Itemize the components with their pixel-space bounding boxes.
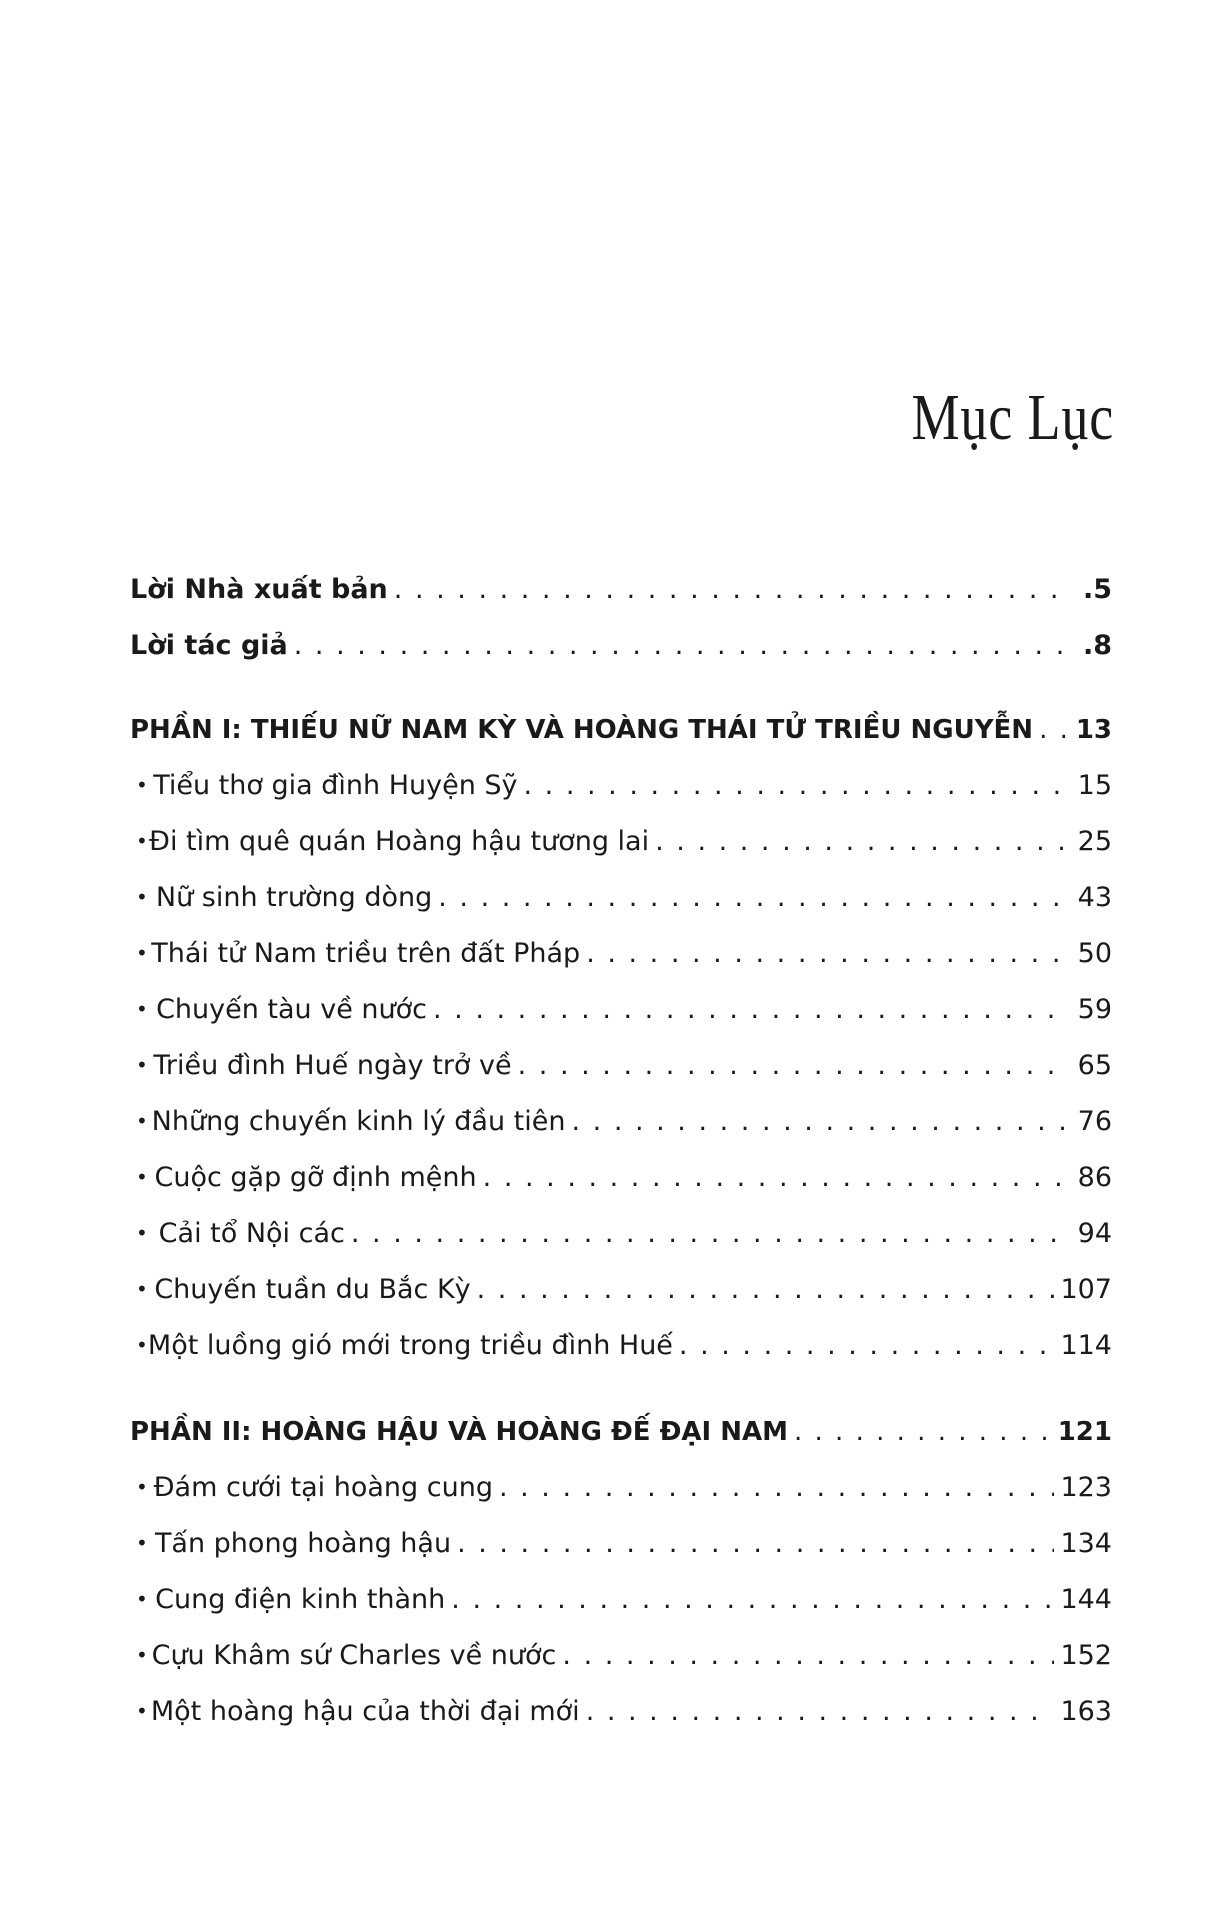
toc-chapter-page: 114 (1060, 1330, 1112, 1361)
leader-dots (438, 870, 1066, 926)
toc-chapter-label: Chuyến tuần du Bắc Kỳ (154, 1274, 471, 1305)
toc-chapter-label: Tiểu thơ gia đình Huyện Sỹ (153, 770, 518, 801)
bullet-icon: • (136, 829, 148, 853)
bullet-icon: • (136, 941, 148, 965)
leader-dots (655, 814, 1066, 870)
toc-chapter-page: 65 (1077, 1050, 1112, 1081)
toc-chapter-page: 25 (1077, 826, 1112, 857)
toc-part-page: 13 (1075, 715, 1112, 745)
toc-chapter-page: 144 (1060, 1584, 1112, 1615)
toc-part-2[interactable] (130, 1404, 1112, 1460)
toc-entry-label: Lời Nhà xuất bản (130, 574, 388, 605)
bullet-icon: • (136, 1333, 148, 1357)
toc-chapter-label: Triều đình Huế ngày trở về (153, 1050, 512, 1081)
toc-chapter-label: Những chuyến kinh lý đầu tiên (151, 1106, 566, 1137)
bullet-icon: • (136, 1699, 148, 1723)
toc-chapter-label: Một hoàng hậu của thời đại mới (150, 1696, 580, 1727)
leader-dots (679, 1318, 1055, 1374)
toc-chapter-page: 107 (1060, 1274, 1112, 1305)
toc-chapter[interactable] (130, 1150, 1112, 1206)
toc-chapter-label: Đi tìm quê quán Hoàng hậu tương lai (149, 826, 650, 857)
toc-chapter-page: 15 (1077, 770, 1112, 801)
leader-dots (477, 1262, 1055, 1318)
bullet-icon: • (136, 1221, 148, 1245)
leader-dots (294, 618, 1066, 674)
bullet-icon: • (136, 997, 148, 1021)
toc-chapter-label: Cựu Khâm sứ Charles về nước (151, 1640, 557, 1671)
toc-entry-page: .8 (1082, 630, 1112, 661)
toc-chapter-page: 152 (1060, 1640, 1112, 1671)
toc-chapter-page: 59 (1077, 994, 1112, 1025)
toc-part-1[interactable] (130, 702, 1112, 758)
bullet-icon: • (136, 1475, 148, 1499)
toc-chapter-label: Đám cưới tại hoàng cung (153, 1472, 493, 1503)
leader-dots (394, 562, 1066, 618)
toc-chapter[interactable] (130, 1262, 1112, 1318)
toc-entry-publisher-note[interactable] (130, 562, 1112, 618)
bullet-icon: • (136, 1165, 148, 1189)
bullet-icon: • (136, 1587, 148, 1611)
leader-dots (586, 926, 1066, 982)
leader-dots (586, 1684, 1055, 1740)
toc-chapter-label: Cải tổ Nội các (158, 1218, 345, 1249)
toc-chapter[interactable] (130, 1094, 1112, 1150)
toc-chapter[interactable] (130, 870, 1112, 926)
toc-chapter-page: 123 (1060, 1472, 1112, 1503)
toc-chapter[interactable] (130, 1460, 1112, 1516)
bullet-icon: • (136, 1053, 148, 1077)
leader-dots (571, 1094, 1066, 1150)
toc-chapter-page: 163 (1060, 1696, 1112, 1727)
toc-part-label: PHẦN I: THIẾU NỮ NAM KỲ VÀ HOÀNG THÁI TỬ TRIỀU NGUYỄN (130, 715, 1034, 745)
toc-chapter[interactable] (130, 1628, 1112, 1684)
leader-dots (562, 1628, 1054, 1684)
bullet-icon: • (136, 1643, 148, 1667)
leader-dots (451, 1572, 1054, 1628)
toc-chapter[interactable] (130, 1318, 1112, 1374)
toc-chapter-label: Thái tử Nam triều trên đất Pháp (151, 938, 581, 969)
page-title: Mục Lục (911, 381, 1114, 454)
toc-chapter[interactable] (130, 926, 1112, 982)
leader-dots (518, 1038, 1066, 1094)
toc-chapter-page: 94 (1077, 1218, 1112, 1249)
toc-chapter-label: Cuộc gặp gỡ định mệnh (154, 1162, 477, 1193)
toc-chapter[interactable] (130, 1516, 1112, 1572)
toc-chapter-page: 76 (1077, 1106, 1112, 1137)
toc-chapter-label: Cung điện kinh thành (155, 1584, 446, 1615)
table-of-contents (130, 562, 1112, 1740)
bullet-icon: • (136, 773, 148, 797)
toc-chapter-label: Chuyến tàu về nước (156, 994, 428, 1025)
bullet-icon: • (136, 1109, 148, 1133)
toc-entry-label: Lời tác giả (130, 630, 288, 661)
toc-chapter[interactable] (130, 814, 1112, 870)
bullet-icon: • (136, 885, 148, 909)
toc-chapter-label: Nữ sinh trường dòng (155, 882, 433, 913)
toc-chapter-label: Tấn phong hoàng hậu (154, 1528, 452, 1559)
toc-part-page: 121 (1057, 1417, 1112, 1447)
toc-chapter[interactable] (130, 1206, 1112, 1262)
toc-chapter[interactable] (130, 1038, 1112, 1094)
toc-part-label: PHẦN II: HOÀNG HẬU VÀ HOÀNG ĐẾ ĐẠI NAM (130, 1417, 788, 1447)
toc-chapter[interactable] (130, 982, 1112, 1038)
leader-dots (1039, 702, 1066, 758)
bullet-icon: • (136, 1531, 148, 1555)
toc-chapter-label: Một luồng gió mới trong triều đình Huế (147, 1330, 673, 1361)
toc-chapter-page: 86 (1077, 1162, 1112, 1193)
toc-entry-page: .5 (1082, 574, 1112, 605)
toc-entry-author-note[interactable] (130, 618, 1112, 674)
leader-dots (433, 982, 1066, 1038)
leader-dots (524, 758, 1066, 814)
bullet-icon: • (136, 1277, 148, 1301)
toc-chapter-page: 50 (1077, 938, 1112, 969)
leader-dots (351, 1206, 1066, 1262)
toc-chapter-page: 43 (1077, 882, 1112, 913)
toc-chapter[interactable] (130, 758, 1112, 814)
toc-chapter-page: 134 (1060, 1528, 1112, 1559)
toc-chapter[interactable] (130, 1572, 1112, 1628)
leader-dots (457, 1516, 1054, 1572)
leader-dots (483, 1150, 1066, 1206)
toc-chapter[interactable] (130, 1684, 1112, 1740)
leader-dots (794, 1404, 1052, 1460)
leader-dots (499, 1460, 1054, 1516)
